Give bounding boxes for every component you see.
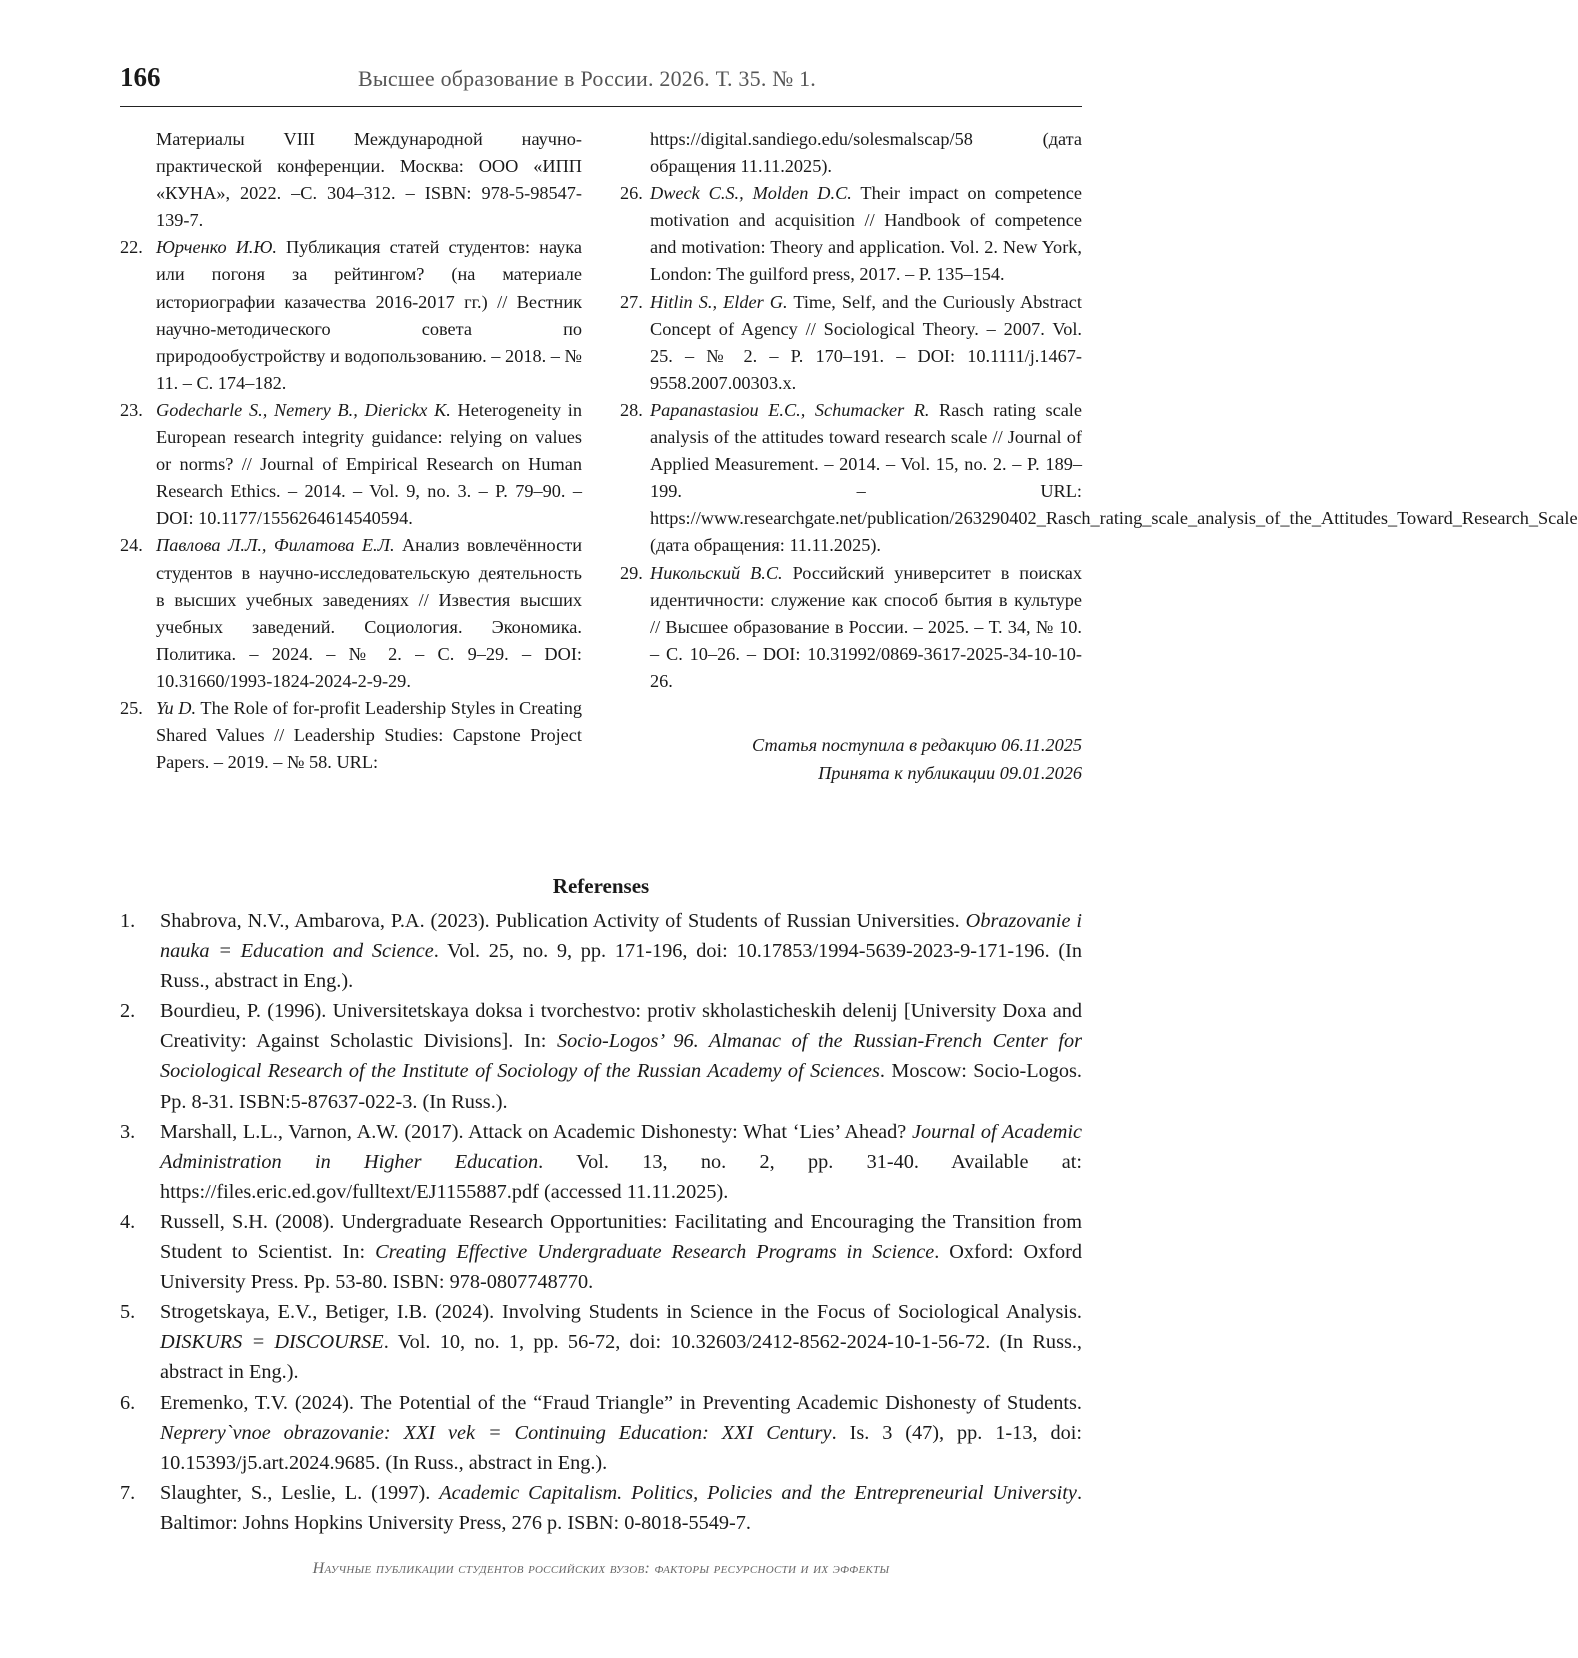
reference-details: . Vol. 10, no. 1, pp. 56-72, doi: 10.32603/2412-8562-2024-10-1-56-72. (In Russ., abstract in Eng.). xyxy=(160,1331,1082,1384)
reference-number: 6. xyxy=(120,1391,136,1414)
journal-title: Высшее образование в России. 2026. Т. 35. № 1. xyxy=(358,66,817,91)
reference-number: 24. xyxy=(120,535,143,556)
english-reference-item xyxy=(120,1207,1082,1297)
reference-author: Никольский В.С. xyxy=(650,562,783,583)
reference-number: 29. xyxy=(620,562,643,583)
reference-item xyxy=(620,180,1082,288)
reference-details: . Baltimor: Johns Hopkins University Press, 276 p. ISBN: 0-8018-5549-7. xyxy=(160,1481,1083,1534)
reference-source: DISKURS = DISCOURSE xyxy=(160,1331,384,1354)
reference-number: 22. xyxy=(120,237,143,258)
references-title: Referenses xyxy=(552,874,650,898)
running-footer: Научные публикации студентов российских вузов: факторы ресурсности и их эффекты xyxy=(312,1560,890,1577)
reference-item xyxy=(620,289,1082,397)
reference-text: Российский университет в поисках идентичности: служение как способ бытия в культуре // Высшее образование в России. – 2025. – Т. 34, № 10. – С. 10–26. – DOI: 10.31992/0869-3617-2025-34-10-10-26. xyxy=(650,562,1082,691)
reference-number: 23. xyxy=(120,399,143,420)
reference-text: https://digital.sandiego.edu/solesmalscap/58 (дата обращения 11.11.2025). xyxy=(650,129,1082,177)
received-date: Статья поступила в редакцию 06.11.2025 xyxy=(752,734,1082,755)
reference-source: Journal of Academic Administration in Higher Education xyxy=(160,1120,1082,1173)
english-reference-item xyxy=(120,1297,1082,1387)
english-references-list xyxy=(120,906,1082,1538)
reference-text: Slaughter, S., Leslie, L. (1997). xyxy=(160,1481,440,1504)
reference-text: Rasch rating scale analysis of the attitudes toward research scale // Journal of Applied Measurement. – 2014. – Vol. 15, no. 2. – P. 189–199. – URL: https://www.researchgate.net/publication/263290402_Rasch_rating_scale_analysis_of_the_Attitudes_Toward_Research_Scale (дата обращения: 11.11.2025). xyxy=(650,399,1578,556)
reference-text: Shabrova, N.V., Ambarova, P.A. (2023). Publication Activity of Students of Russian Universities. xyxy=(160,910,966,932)
english-reference-item xyxy=(120,1117,1082,1207)
reference-item xyxy=(120,126,582,234)
reference-details: . Moscow: Socio-Logos. Pp. 8-31. ISBN:5-87637-022-3. (In Russ.). xyxy=(160,1060,1082,1113)
reference-number: 28. xyxy=(620,399,643,420)
reference-details: . Vol. 25, no. 9, pp. 171-196, doi: 10.17853/1994-5639-2023-9-171-196. (In Russ., abstract in Eng.). xyxy=(160,940,1082,993)
reference-number: 5. xyxy=(120,1301,136,1324)
reference-text: Публикация статей студентов: наука или погоня за рейтингом? (на материале историографии казачества 2016-2017 гг.) // Вестник научно-методического совета по природообустройству и водопользованию. – 2018. – № 11. – С. 174–182. xyxy=(156,237,582,393)
reference-source: Creating Effective Undergraduate Research Programs in Science xyxy=(375,1241,935,1264)
english-reference-item xyxy=(120,1388,1082,1478)
reference-text: Strogetskaya, E.V., Betiger, I.B. (2024). Involving Students in Science in the Focus of Sociological Analysis. xyxy=(160,1301,1082,1324)
english-reference-item xyxy=(120,906,1082,996)
reference-text: Marshall, L.L., Varnon, A.W. (2017). Attack on Academic Dishonesty: What ‘Lies’ Ahead? xyxy=(160,1120,913,1143)
reference-text: Heterogeneity in European research integrity guidance: relying on values or norms? // Journal of Empirical Research on Human Research Ethics. – 2014. – Vol. 9, no. 3. – P. 79–90. – DOI: 10.1177/1556264614540594. xyxy=(156,399,582,529)
reference-number: 25. xyxy=(120,697,143,718)
reference-item xyxy=(620,126,1082,180)
page-header xyxy=(120,62,1082,107)
reference-details: . Vol. 13, no. 2, pp. 31-40. Available at: https://files.eric.ed.gov/fulltext/EJ1155887.pdf (accessed 11.11.2025). xyxy=(160,1150,1082,1203)
reference-author: Godecharle S., Nemery B., Dierickx K. xyxy=(156,399,451,420)
reference-text: The Role of for-profit Leadership Styles in Creating Shared Values // Leadership Studies: Capstone Project Papers. – 2019. – № 58. URL: xyxy=(156,697,582,773)
reference-details: . Oxford: Oxford University Press. Pp. 53-80. ISBN: 978-0807748770. xyxy=(160,1241,1083,1294)
reference-text: Russell, S.H. (2008). Undergraduate Research Opportunities: Facilitating and Encouraging the Transition from Student to Scientist. In: xyxy=(160,1210,1082,1264)
reference-text: Bourdieu, P. (1996). Universitetskaya doksa i tvorchestvo: protiv skholasticheskih delenij [University Doxa and Creativity: Against Scholastic Divisions]. In: xyxy=(160,1000,1082,1053)
reference-author: Dweck C.S., Molden D.C. xyxy=(650,183,852,204)
reference-details: . Is. 3 (47), pp. 1-13, doi: 10.15393/j5.art.2024.9685. (In Russ., abstract in Eng.). xyxy=(160,1421,1082,1474)
reference-number: 2. xyxy=(120,1000,136,1023)
reference-source: Academic Capitalism. Politics, Policies and the Entrepreneurial University xyxy=(439,1481,1077,1504)
reference-text: Time, Self, and the Curiously Abstract Concept of Agency // Sociological Theory. – 2007. Vol. 25. – № 2. – P. 170–191. – DOI: 10.1111/j.1467-9558.2007.00303.x. xyxy=(650,291,1082,393)
reference-number: 7. xyxy=(120,1481,136,1504)
reference-number: 27. xyxy=(620,291,643,312)
reference-author: Юрченко И.Ю. xyxy=(156,237,277,258)
article-dates xyxy=(620,731,1082,787)
reference-author: Yu D. xyxy=(156,697,197,718)
reference-text: Материалы VIII Международной научно-практической конференции. Москва: ООО «ИПП «КУНА», 2022. –С. 304–312. – ISBN: 978-5-98547-139-7. xyxy=(156,129,582,231)
english-reference-item xyxy=(120,1478,1082,1538)
reference-item xyxy=(620,397,1578,560)
right-column xyxy=(620,126,1578,787)
reference-item xyxy=(620,560,1082,695)
reference-number: 1. xyxy=(120,910,136,932)
reference-text: Their impact on competence motivation and acquisition // Handbook of competence and motivation: Theory and application. Vol. 2. New York, London: The guilford press, 2017. – P. 135–154. xyxy=(650,183,1082,285)
accepted-date: Принята к публикации 09.01.2026 xyxy=(818,762,1082,783)
reference-item xyxy=(120,234,582,397)
reference-item xyxy=(120,397,582,532)
reference-author: Hitlin S., Elder G. xyxy=(650,291,788,312)
reference-text: Анализ вовлечённости студентов в научно-исследовательскую деятельность в высших учебных заведениях // Известия высших учебных заведений. Социология. Экономика. Политика. – 2024. – № 2. – С. 9–29. – DOI: 10.31660/1993-1824-2024-2-9-29. xyxy=(156,535,582,691)
reference-number: 26. xyxy=(620,183,643,204)
reference-source: Neprery`vnoe obrazovanie: XXI vek = Continuing Education: XXI Century xyxy=(160,1421,832,1444)
page-number: 166 xyxy=(120,62,161,92)
english-reference-item xyxy=(120,996,1082,1116)
reference-source: Obrazovanie i nauka = Education and Science xyxy=(160,910,1082,963)
reference-source: Socio-Logos’ 96. Almanac of the Russian-French Center for Sociological Research of the Institute of Sociology of the Russian Academy of Sciences xyxy=(160,1030,1082,1083)
reference-author: Павлова Л.Л., Филатова Е.Л. xyxy=(156,535,395,556)
reference-author: Papanastasiou E.C., Schumacker R. xyxy=(650,399,930,420)
left-column xyxy=(120,126,582,776)
reference-number: 4. xyxy=(120,1210,136,1233)
reference-item xyxy=(120,532,582,695)
reference-item xyxy=(120,695,582,776)
reference-text: Eremenko, T.V. (2024). The Potential of the “Fraud Triangle” in Preventing Academic Dishonesty of Students. xyxy=(160,1391,1082,1414)
reference-number: 3. xyxy=(120,1120,136,1143)
